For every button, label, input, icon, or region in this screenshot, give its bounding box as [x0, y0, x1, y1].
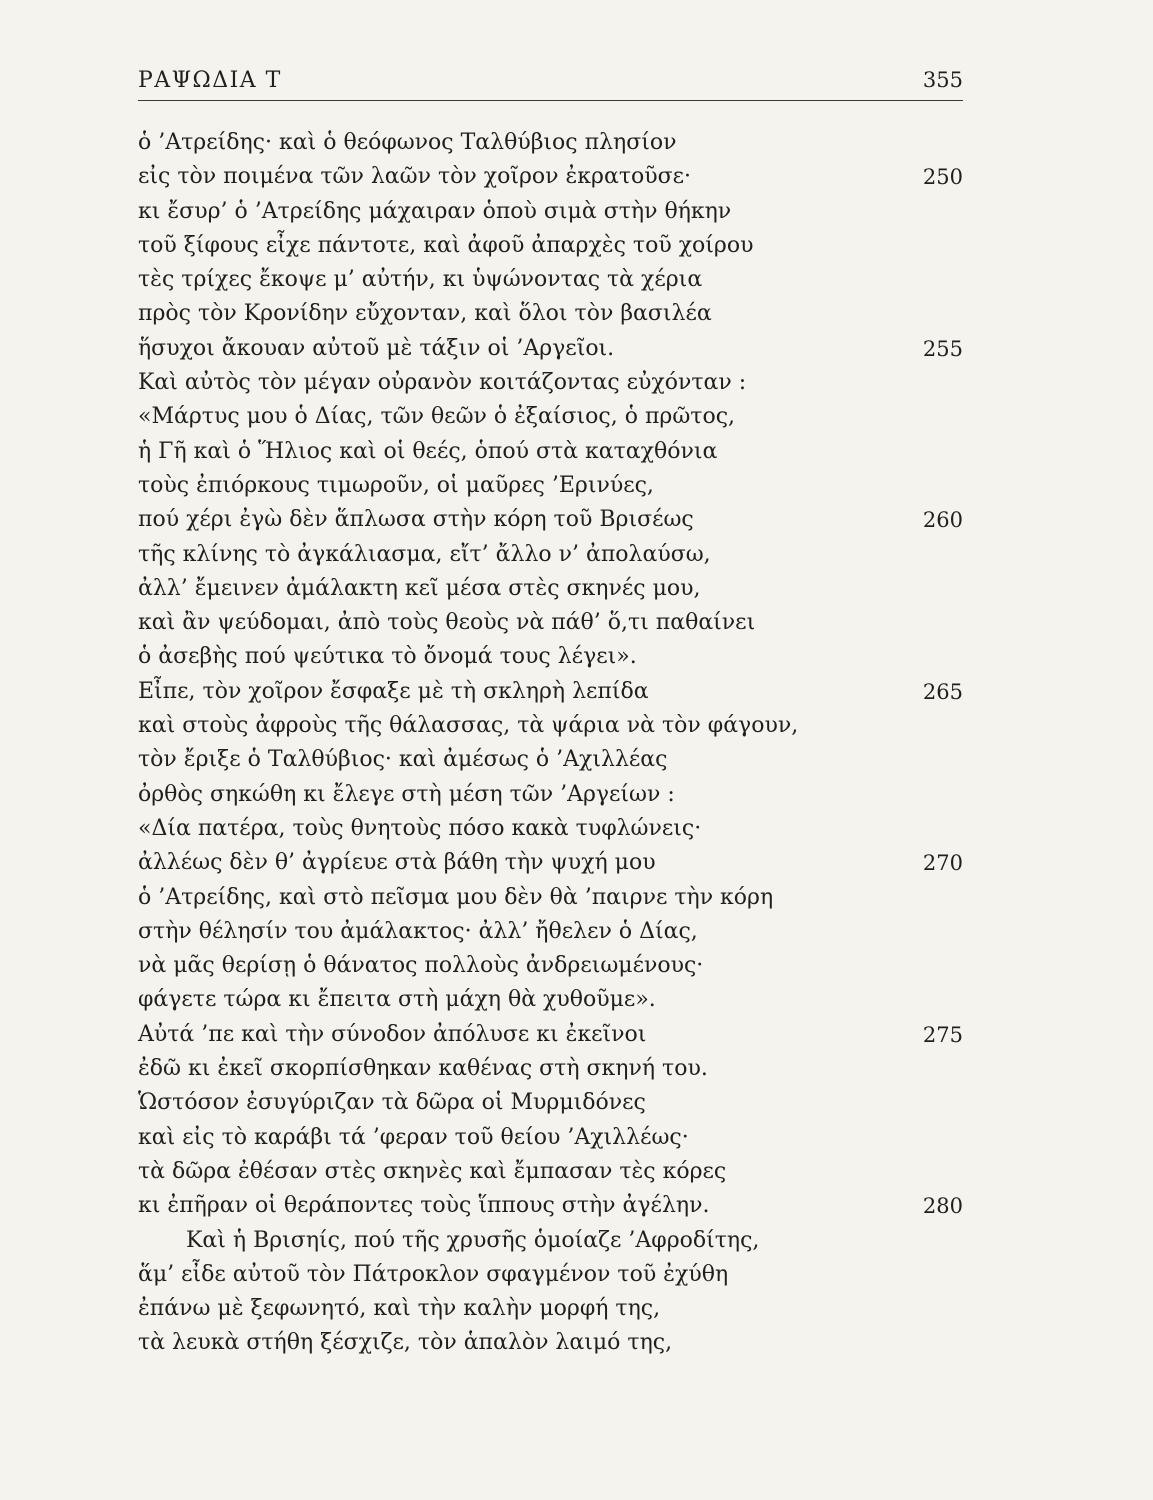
verse-text: Εἶπε, τὸν χοῖρον ἔσφαξε μὲ τὴ σκληρὴ λεπίδα [138, 678, 649, 704]
verse-line [138, 263, 963, 297]
verse-line [138, 812, 963, 846]
running-header [138, 68, 963, 98]
book-title: ΡΑΨΩΔΙΑ Τ [138, 68, 282, 93]
verse-text: Καὶ ἡ Βρισηίς, πού τῆς χρυσῆς ὁμοίαζε ’Αφροδίτης, [186, 1227, 760, 1253]
verse-text: ἥσυχοι ἄκουαν αὐτοῦ μὲ τάξιν οἱ ’Αργεῖοι. [138, 335, 615, 361]
verse-text: ἀλλέως δὲν θ’ ἀγρίευε στὰ βάθη τὴν ψυχή μου [138, 850, 656, 876]
verse-text: ἐδῶ κι ἐκεῖ σκορπίσθηκαν καθένας στὴ σκηνή του. [138, 1056, 708, 1082]
page-number: 355 [922, 68, 963, 92]
verse-line [138, 1189, 963, 1223]
line-number: 250 [922, 165, 963, 190]
verse-line [138, 640, 963, 674]
verse-text: Ὡστόσον ἐσυγύριζαν τὰ δῶρα οἱ Μυρμιδόνες [138, 1090, 646, 1116]
verse-line [138, 297, 963, 331]
verse-line [138, 366, 963, 400]
verse-text: ἡ Γῆ καὶ ὁ Ἥλιος καὶ οἱ θεές, ὁπού στὰ καταχθόνια [138, 438, 718, 464]
line-number: 280 [922, 1194, 963, 1219]
verse-line [138, 846, 963, 880]
verse-text: Καὶ αὐτὸς τὸν μέγαν οὐρανὸν κοιτάζοντας εὐχόνταν : [138, 370, 747, 396]
verse-text: νὰ μᾶς θερίσῃ ὁ θάνατος πολλοὺς ἀνδρειωμένους· [138, 953, 704, 979]
verse-text: τῆς κλίνης τὸ ἀγκάλιασμα, εἴτ’ ἄλλο ν’ ἀπολαύσω, [138, 541, 711, 567]
verse-text: τὰ λευκὰ στήθη ξέσχιζε, τὸν ἁπαλὸν λαιμό της, [138, 1330, 673, 1356]
verse-text: φάγετε τώρα κι ἔπειτα στὴ μάχη θὰ χυθοῦμε». [138, 987, 656, 1013]
verse-line [138, 675, 963, 709]
verse-text: ἀλλ’ ἔμεινεν ἀμάλακτη κεῖ μέσα στὲς σκηνές μου, [138, 575, 701, 601]
verse-text: ὁ ’Ατρείδης· καὶ ὁ θεόφωνος Ταλθύβιος πλησίον [138, 130, 677, 155]
verse-line [138, 435, 963, 469]
verse-line [138, 709, 963, 743]
verse-text: τὸν ἔριξε ὁ Ταλθύβιος· καὶ ἀμέσως ὁ ’Αχιλλέας [138, 747, 668, 773]
verse-line [138, 538, 963, 572]
verse-text: κι ἐπῆραν οἱ θεράποντες τοὺς ἵππους στὴν ἀγέλην. [138, 1193, 710, 1219]
verse-line [138, 572, 963, 606]
verse-text: καὶ στοὺς ἀφροὺς τῆς θάλασσας, τὰ ψάρια νὰ τὸν φάγουν, [138, 713, 799, 739]
verse-line [138, 1155, 963, 1189]
verse-line [138, 915, 963, 949]
verse-line [138, 1121, 963, 1155]
poem-text [138, 126, 963, 1361]
verse-text: πού χέρι ἐγὼ δὲν ἅπλωσα στὴν κόρη τοῦ Βρισέως [138, 507, 694, 533]
verse-text: «Μάρτυς μου ὁ Δίας, τῶν θεῶν ὁ ἐξαίσιος, ὁ πρῶτος, [138, 404, 736, 430]
verse-line [138, 606, 963, 640]
verse-line [138, 469, 963, 503]
verse-line [138, 1052, 963, 1086]
verse-text: τοῦ ξίφους εἶχε πάντοτε, καὶ ἀφοῦ ἀπαρχὲς τοῦ χοίρου [138, 232, 754, 258]
verse-line [138, 743, 963, 777]
verse-text: «Δία πατέρα, τοὺς θνητοὺς πόσο κακὰ τυφλώνεις· [138, 815, 702, 841]
verse-line [138, 160, 963, 194]
verse-line [138, 778, 963, 812]
verse-text: Αὐτά ’πε καὶ τὴν σύνοδον ἀπόλυσε κι ἐκεῖνοι [138, 1021, 647, 1047]
verse-line [138, 949, 963, 983]
line-number: 265 [922, 679, 963, 704]
line-number: 275 [922, 1022, 963, 1047]
line-number: 270 [922, 851, 963, 876]
verse-line [138, 1224, 963, 1258]
verse-line [138, 126, 963, 160]
verse-text: ἅμ’ εἶδε αὐτοῦ τὸν Πάτροκλον σφαγμένον τοῦ ἐχύθη [138, 1261, 729, 1287]
verse-text: στὴν θέλησίν του ἀμάλακτος· ἀλλ’ ἤθελεν ὁ Δίας, [138, 918, 698, 944]
verse-text: ὁ ἀσεβὴς πού ψεύτικα τὸ ὄνομά τους λέγει». [138, 644, 637, 670]
verse-text: ὀρθὸς σηκώθη κι ἔλεγε στὴ μέση τῶν ’Αργείων : [138, 781, 675, 807]
verse-line [138, 881, 963, 915]
verse-text: τὲς τρίχες ἔκοψε μ’ αὐτήν, κι ὑψώνοντας τὰ χέρια [138, 267, 703, 293]
verse-line [138, 1018, 963, 1052]
verse-text: καὶ ἂν ψεύδομαι, ἀπὸ τοὺς θεοὺς νὰ πάθ’ ὅ,τι παθαίνει [138, 610, 756, 636]
verse-line [138, 400, 963, 434]
verse-text: εἰς τὸν ποιμένα τῶν λαῶν τὸν χοῖρον ἐκρατοῦσε· [138, 164, 692, 190]
verse-line [138, 1326, 963, 1360]
verse-line [138, 195, 963, 229]
verse-line [138, 332, 963, 366]
verse-line [138, 503, 963, 537]
verse-text: τοὺς ἐπιόρκους τιμωροῦν, οἱ μαῦρες ’Ερινύες, [138, 472, 654, 498]
verse-text: πρὸς τὸν Κρονίδην εὔχονταν, καὶ ὅλοι τὸν βασιλέα [138, 301, 712, 327]
verse-text: τὰ δῶρα ἐθέσαν στὲς σκηνὲς καὶ ἔμπασαν τὲς κόρες [138, 1158, 727, 1184]
line-number: 260 [922, 508, 963, 533]
header-divider [138, 100, 963, 101]
verse-line [138, 1258, 963, 1292]
verse-line [138, 983, 963, 1017]
verse-line [138, 1086, 963, 1120]
line-number: 255 [922, 336, 963, 361]
verse-line [138, 1292, 963, 1326]
verse-text: ἐπάνω μὲ ξεφωνητό, καὶ τὴν καλὴν μορφή της, [138, 1296, 661, 1322]
verse-text: κι ἔσυρ’ ὁ ’Ατρείδης μάχαιραν ὁποὺ σιμὰ στὴν θήκην [138, 198, 732, 224]
verse-text: ὁ ’Ατρείδης, καὶ στὸ πεῖσμα μου δὲν θὰ ’παιρνε τὴν κόρη [138, 884, 774, 910]
verse-line [138, 229, 963, 263]
verse-text: καὶ εἰς τὸ καράβι τά ’φεραν τοῦ θείου ’Αχιλλέως· [138, 1124, 689, 1150]
